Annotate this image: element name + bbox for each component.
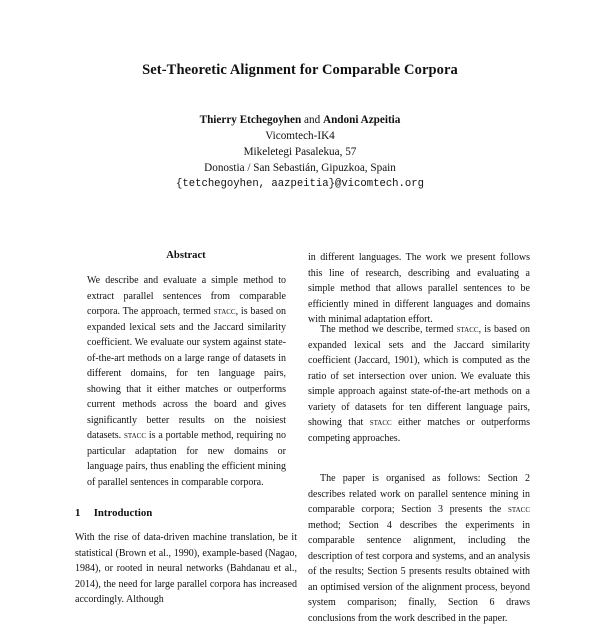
section-heading-introduction: [75, 507, 152, 519]
paper-title: Set-Theoretic Alignment for Comparable Corpora: [142, 62, 458, 78]
author-emails: {tetchegoyhen, aazpeitia}@vicomtech.org: [176, 178, 424, 190]
author-2: Andoni Azpeitia: [322, 114, 401, 126]
paragraph-part: , is based on expanded lexical sets and the Jaccard similarity coefficient (Jaccard, 1901), which is computed as the ratio of set intersection over union. We evaluate this simple approach against state-of-the-art methods on a variety of datasets for ten different language pairs, showing that: [308, 324, 530, 428]
stacc-term: stacc: [456, 324, 479, 335]
address-line-2: Donostia / San Sebastián, Gipuzkoa, Spain: [204, 162, 396, 174]
address-line-1: Mikeletegi Pasalekua, 57: [243, 146, 357, 158]
author-line: [0, 112, 600, 128]
stacc-term: stacc: [508, 504, 531, 515]
right-paragraph-3: [308, 471, 530, 626]
abstract-heading: Abstract: [166, 250, 206, 261]
paragraph-part: either matches or outperforms competing approaches.: [308, 417, 531, 444]
abstract-part-2: , is based on expanded lexical sets and the Jaccard similarity coefficient. We evaluate our system against state-of-the-art methods on a large range of datasets in different domains, for ten language pairs, showing that it either matches or outperforms current methods across the board and gives significantly better results on the noisiest datasets.: [87, 306, 286, 441]
stacc-term: stacc: [213, 306, 236, 317]
section-title: Introduction: [93, 507, 153, 519]
stacc-term: stacc: [369, 417, 392, 428]
author-conjunction: and: [304, 114, 321, 126]
paragraph-text: in different languages. The work we present follows this line of research, describing and evaluating a simple method that allows parallel sentences to be efficiently mined in different languages and domains with minimal adaptation effort.: [308, 252, 530, 325]
right-paragraph-1: [308, 250, 530, 328]
paragraph-part: method; Section 4 describes the experiments in comparable sentence alignment, including the description of test corpora and systems, and an analysis of the results; Section 5 presents results obtained with an optimised version of the alignment process, beyond system comparison; finally, Section 6 draws conclusions from the work described in the paper.: [308, 519, 530, 624]
author-block: [0, 112, 600, 192]
section-number: 1: [75, 507, 81, 519]
paragraph-part: The method we describe, termed: [320, 324, 454, 335]
right-paragraph-2: [308, 322, 530, 446]
intro-paragraph: With the rise of data-driven machine translation, be it statistical (Brown et al., 1990), example-based (Nagao, 1984), or rooted in neural networks (Bahdanau et al., 2014), the need for large parallel corpora has increased accordingly. Although: [75, 532, 297, 605]
stacc-term: stacc: [123, 430, 146, 441]
author-1: Thierry Etchegoyhen: [199, 114, 302, 126]
abstract-part-3: is a portable method, requiring no particular adaptation for new domains or language pairs, thus enabling the efficient mining of parallel sentences in comparable corpora.: [87, 430, 286, 488]
introduction-text: [75, 530, 297, 608]
affiliation: Vicomtech-IK4: [265, 130, 335, 142]
abstract-part-1: We describe and evaluate a simple method to extract parallel sentences from comparable corpora. The approach, termed: [87, 275, 286, 317]
abstract-text: [87, 273, 286, 490]
paragraph-part: The paper is organised as follows: Section 2 describes related work on parallel sentence mining in comparable corpora; Section 3 presents the: [308, 473, 530, 515]
